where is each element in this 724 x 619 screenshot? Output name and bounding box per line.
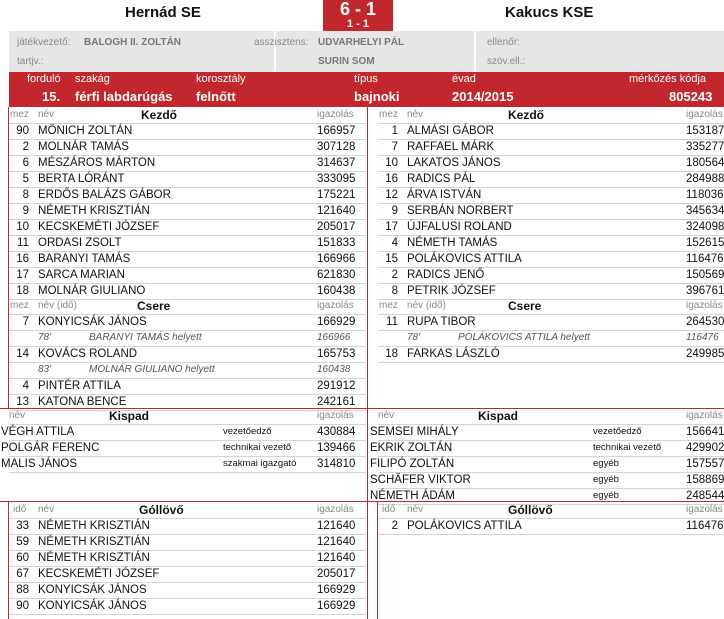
home-starters-title: Kezdő [141,108,177,122]
bench-id: 314810 [317,458,356,470]
player-name: RUPA TIBOR [407,316,476,328]
player-row [378,346,724,363]
player-id: 291912 [317,380,356,392]
player-id: 333095 [317,173,356,185]
scorer-id: 166929 [317,600,356,612]
coordinator-label: szöv.ell.: [487,56,526,67]
player-name: MOLNÁR TAMÁS [38,141,129,153]
player-name: SARCA MARIAN [38,269,125,281]
away-subs-title: Csere [508,299,542,313]
player-name: KONYICSÁK JÁNOS [38,316,147,328]
scorer-id: 116476 [686,520,724,532]
player-id: 166929 [317,316,356,328]
player-row [378,314,724,331]
shirt-number: 17 [385,221,398,233]
shirt-number: 4 [22,380,29,392]
player-row [378,203,724,220]
goal-minute: 2 [391,520,398,532]
type-value: bajnoki [354,89,400,104]
col-mez: mez [379,109,398,120]
player-id: 621830 [317,269,356,281]
player-row [378,123,724,140]
away-goals-header [378,502,724,519]
shirt-number: 5 [22,173,29,185]
player-id: 152615 [686,237,724,249]
shirt-number: 9 [391,205,398,217]
shirt-number: 14 [16,348,29,360]
player-name: NÉMETH TAMÁS [407,237,498,249]
scorer-name: NÉMETH KRISZTIÁN [38,520,150,532]
bench-name: FILIPÓ ZOLTÁN [370,458,455,470]
col-igazolas: igazolás [317,410,354,421]
col-igazolas: igazolás [317,300,354,311]
col-nev-ido: név (idő) [407,300,446,311]
scorer-name: NÉMETH KRISZTIÁN [38,536,150,548]
player-id: 324098 [686,221,724,233]
substitution-detail [9,330,366,347]
goal-row [9,582,366,599]
bench-role: egyéb [593,474,619,485]
player-id: 118036 [686,189,724,201]
player-row [9,203,366,220]
player-id: 116476 [686,253,724,265]
player-row [9,251,366,268]
shirt-number: 13 [16,396,29,408]
player-name: KOVÁCS ROLAND [38,348,138,360]
player-id: 153187 [686,125,724,137]
player-name: RADICS PÁL [407,173,476,185]
player-name: MOLNÁR GIULIANO [38,285,146,297]
bench-id: 156641 [686,426,724,438]
player-row [378,171,724,188]
reserve-label: tartjv.: [17,56,44,67]
player-id: 396761 [686,285,724,297]
player-id: 205017 [317,221,356,233]
replaced-player: MOLNÁR GIULIANO helyett [89,364,215,375]
round-label: forduló [27,73,61,85]
col-ido: idő [382,504,396,515]
player-row [9,123,366,140]
replaced-player-id: 116476 [686,332,719,343]
replaced-player-id: 166966 [317,332,351,343]
player-row [9,235,366,252]
shirt-number: 17 [16,269,29,281]
center-divider [367,107,368,619]
scorer-id: 205017 [317,568,356,580]
player-name: MÖNICH ZOLTÁN [38,125,133,137]
player-id: 242161 [317,396,356,408]
player-name: RAFFAEL MÁRK [407,141,495,153]
sub-minute: 83' [38,364,52,375]
player-id: 166966 [317,253,356,265]
player-row [9,171,366,188]
scorer-id: 121640 [317,520,356,532]
bench-id: 429902 [686,442,724,454]
player-name: ALMÁSI GÁBOR [407,125,494,137]
player-name: ORDASI ZSOLT [38,237,122,249]
bench-row [370,424,724,441]
away-goals-title: Góllövő [508,503,553,517]
home-bench-header [9,408,366,425]
col-nev: név [407,109,424,120]
player-name: POLÁKOVICS ATTILA [407,253,522,265]
scorer-name: KONYICSÁK JÁNOS [38,600,147,612]
player-id: 314637 [317,157,356,169]
player-row [9,187,366,204]
home-team-name: Hernád SE [125,4,201,21]
final-score: 6 - 1 [339,0,377,19]
season-label: évad [452,73,476,85]
col-mez: mez [379,300,398,311]
assistants-label: asszisztens: [254,37,309,48]
shirt-number: 15 [385,253,398,265]
bench-row [1,440,366,457]
col-nev-ido: név (idő) [38,300,77,311]
scorer-id: 121640 [317,552,356,564]
bench-role: egyéb [593,490,619,501]
goal-row [9,518,366,535]
col-nev: név [378,410,395,421]
col-ido: idő [13,504,27,515]
player-name: ÁRVA ISTVÁN [407,189,482,201]
shirt-number: 4 [391,237,398,249]
player-name: PINTÉR ATTILA [38,380,121,392]
player-id: 175221 [317,189,356,201]
bench-id: 248544 [686,490,724,502]
player-id: 160438 [317,285,356,297]
player-row [9,346,366,363]
player-id: 165753 [317,348,356,360]
player-row [378,155,724,172]
shirt-number: 9 [22,205,29,217]
round-value: 15. [42,89,61,104]
shirt-number: 7 [22,316,29,328]
col-nev: név [9,410,26,421]
goal-row [9,566,366,583]
away-team-name: Kakucs KSE [505,4,594,21]
home-subs-header [9,298,366,315]
col-nev: név [38,504,55,515]
shirt-number: 18 [16,285,29,297]
bench-role: szakmai igazgató [223,458,297,469]
player-id: 249985 [686,348,724,360]
bench-name: NÉMETH ÁDÁM [370,490,455,502]
player-name: BERTA LÓRÁNT [38,173,125,185]
col-igazolas: igazolás [317,109,354,120]
bench-id: 157557 [686,458,724,470]
bench-role: egyéb [593,458,619,469]
bench-name: MALIS JÁNOS [1,458,78,470]
shirt-number: 7 [391,141,398,153]
bench-row [1,456,366,473]
goal-minute: 67 [16,568,29,580]
bench-row [370,472,724,489]
player-row [378,235,724,252]
player-name: RADICS JENŐ [407,269,485,281]
player-id: 151833 [317,237,356,249]
away-subs-header [378,298,724,315]
shirt-number: 18 [385,348,398,360]
player-row [378,139,724,156]
home-bench-title: Kispad [109,409,150,423]
away-starters-header [378,107,724,124]
player-id: 166957 [317,125,356,137]
player-row [9,267,366,284]
bench-row [370,456,724,473]
col-igazolas: igazolás [686,109,723,120]
bench-name: POLGÁR FERENC [1,442,100,454]
bench-row [370,440,724,457]
bench-name: SEMSEI MIHÁLY [370,426,459,438]
assistant-1: UDVARHELYI PÁL [318,37,405,48]
bench-name: EKRIK ZOLTÁN [370,442,453,454]
player-row [9,314,366,331]
scorer-id: 166929 [317,584,356,596]
substitution-detail [378,330,724,347]
goal-minute: 33 [16,520,29,532]
player-id: 180564 [686,157,724,169]
scorer-name: POLÁKOVICS ATTILA [407,520,522,532]
player-row [378,219,724,236]
age-label: korosztály [196,73,246,85]
player-id: 121640 [317,205,356,217]
col-mez: mez [10,109,29,120]
col-nev: név [38,109,55,120]
type-label: típus [354,73,378,85]
sub-minute: 78' [38,332,52,343]
bench-role: technikai vezető [223,442,292,453]
sport-value: férfi labdarúgás [75,89,173,104]
scorer-id: 121640 [317,536,356,548]
player-id: 150569 [686,269,724,281]
referee-name: BALOGH II. ZOLTÁN [84,37,182,48]
player-id: 335277 [686,141,724,153]
shirt-number: 16 [16,253,29,265]
bench-role: vezetőedző [223,426,272,437]
player-name: NÉMETH KRISZTIÁN [38,205,150,217]
away-starters-title: Kezdő [508,108,544,122]
goal-row [9,550,366,567]
shirt-number: 11 [386,316,398,328]
halftime-score: 1 - 1 [346,18,369,30]
sub-minute: 78' [407,332,421,343]
shirt-number: 11 [17,237,29,249]
player-name: ÚJFALUSI ROLAND [407,221,512,233]
bench-id: 139466 [317,442,356,454]
assistant-2: SURIN SOM [318,56,375,67]
player-id: 345634 [686,205,724,217]
shirt-number: 1 [391,125,398,137]
player-name: ERDŐS BALÁZS GÁBOR [38,189,171,201]
col-igazolas: igazolás [686,410,723,421]
controller-label: ellenőr: [487,37,520,48]
player-id: 264530 [686,316,724,328]
home-goals-title: Góllövő [139,503,184,517]
scorer-name: KECSKEMÉTI JÓZSEF [38,568,160,580]
shirt-number: 2 [391,269,398,281]
goal-minute: 88 [16,584,29,596]
match-info-bar [9,72,724,107]
bench-role: vezetőedző [593,426,642,437]
referee-label: játékvezető: [17,37,71,48]
player-name: BARANYI TAMÁS [38,253,131,265]
replaced-player-id: 160438 [317,364,351,375]
player-id: 284988 [686,173,724,185]
player-name: LAKATOS JÁNOS [407,157,501,169]
bench-row [1,424,366,441]
sport-label: szakág [75,73,110,85]
shirt-number: 10 [385,157,398,169]
shirt-number: 8 [22,189,29,201]
goal-minute: 60 [16,552,29,564]
player-row [378,187,724,204]
shirt-number: 90 [16,125,29,137]
substitution-detail [9,362,366,379]
player-row [9,155,366,172]
home-starters-header [9,107,366,124]
score-box [323,0,393,31]
player-name: FARKAS LÁSZLÓ [407,348,500,360]
player-name: SERBÁN NORBERT [407,205,514,217]
bench-id: 158869 [686,474,724,486]
shirt-number: 12 [385,189,398,201]
away-bench-title: Kispad [478,409,519,423]
home-subs-title: Csere [137,299,171,313]
player-name: MÉSZÁROS MÁRTON [38,157,156,169]
player-name: PETRIK JÓZSEF [407,285,496,297]
player-name: KECSKEMÉTI JÓZSEF [38,221,160,233]
shirt-number: 16 [385,173,398,185]
scorer-name: KONYICSÁK JÁNOS [38,584,147,596]
shirt-number: 8 [391,285,398,297]
goal-row [9,598,366,615]
shirt-number: 10 [16,221,29,233]
season-value: 2014/2015 [452,89,514,104]
bench-role: technikai vezető [593,442,662,453]
away-bench-header [378,408,724,425]
goal-minute: 59 [16,536,29,548]
player-row [9,219,366,236]
goal-row [9,534,366,551]
goal-minute: 90 [16,600,29,612]
player-name: KATONA BENCE [38,396,127,408]
age-value: felnőtt [196,89,236,104]
replaced-player: BARANYI TAMÁS helyett [89,332,202,343]
bench-id: 430884 [317,426,356,438]
bench-name: VÉGH ATTILA [1,426,75,438]
col-igazolas: igazolás [686,300,723,311]
player-row [9,139,366,156]
col-igazolas: igazolás [686,504,723,515]
player-row [378,251,724,268]
code-value: 805243 [669,89,713,104]
goal-row [378,518,724,535]
bench-name: SCHÄFER VIKTOR [370,474,471,486]
shirt-number: 2 [22,141,29,153]
player-row [378,267,724,284]
shirt-number: 6 [22,157,29,169]
home-goals-header [9,502,366,519]
replaced-player: POLÁKOVICS ATTILA helyett [458,332,590,343]
col-igazolas: igazolás [317,504,354,515]
player-id: 307128 [317,141,356,153]
player-row [9,378,366,395]
col-mez: mez [10,300,29,311]
scorer-name: NÉMETH KRISZTIÁN [38,552,150,564]
code-label: mérkőzés kódja [629,73,707,85]
col-nev: név [407,504,424,515]
